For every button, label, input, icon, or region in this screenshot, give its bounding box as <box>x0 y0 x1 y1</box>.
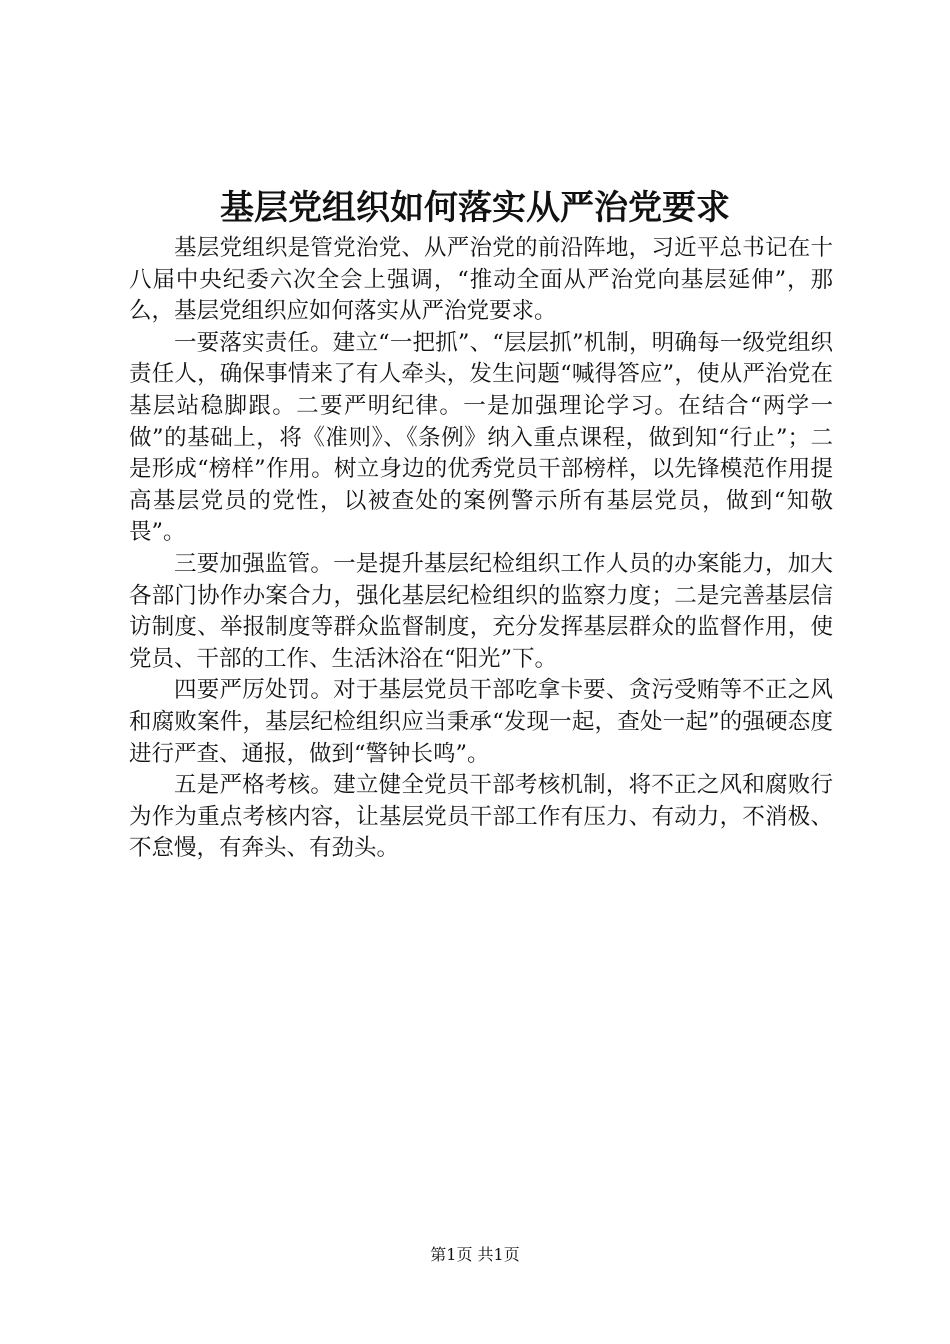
paragraph-supervision: 三要加强监管。一是提升基层纪检组织工作人员的办案能力，加大各部门协作办案合力，强化基层纪检组织的监察力度；二是完善基层信访制度、举报制度等群众监督制度，充分发挥基层群众的监督作用，使党员、干部的工作、生活沐浴在“阳光”下。 <box>129 550 833 672</box>
paragraph-intro: 基层党组织是管党治党、从严治党的前沿阵地，习近平总书记在十八届中央纪委六次全会上强调，“推动全面从严治党向基层延伸”，那么，基层党组织应如何落实从严治党要求。 <box>129 235 833 325</box>
document-body <box>129 233 833 865</box>
paragraph-responsibility-discipline: 一要落实责任。建立“一把抓”、“层层抓”机制，明确每一级党组织责任人，确保事情来了有人牵头，发生问题“喊得答应”，使从严治党在基层站稳脚跟。二要严明纪律。一是加强理论学习。在结合“两学一做”的基础上，将《准则》、《条例》纳入重点课程，做到知“行止”；二是形成“榜样”作用。树立身边的优秀党员干部榜样，以先锋模范作用提高基层党员的党性，以被查处的案例警示所有基层党员，做到“知敬畏”。 <box>129 329 833 546</box>
paragraph-punishment: 四要严厉处罚。对于基层党员干部吃拿卡要、贪污受贿等不正之风和腐败案件，基层纪检组织应当秉承“发现一起，查处一起”的强硬态度进行严查、通报，做到“警钟长鸣”。 <box>129 677 833 767</box>
document-title: 基层党组织如何落实从严治党要求 <box>220 188 730 228</box>
page-footer: 第1页 共1页 <box>430 1245 520 1264</box>
paragraph-assessment: 五是严格考核。建立健全党员干部考核机制，将不正之风和腐败行为作为重点考核内容，让基层党员干部工作有压力、有动力，不消极、不怠慢，有奔头、有劲头。 <box>129 772 833 862</box>
